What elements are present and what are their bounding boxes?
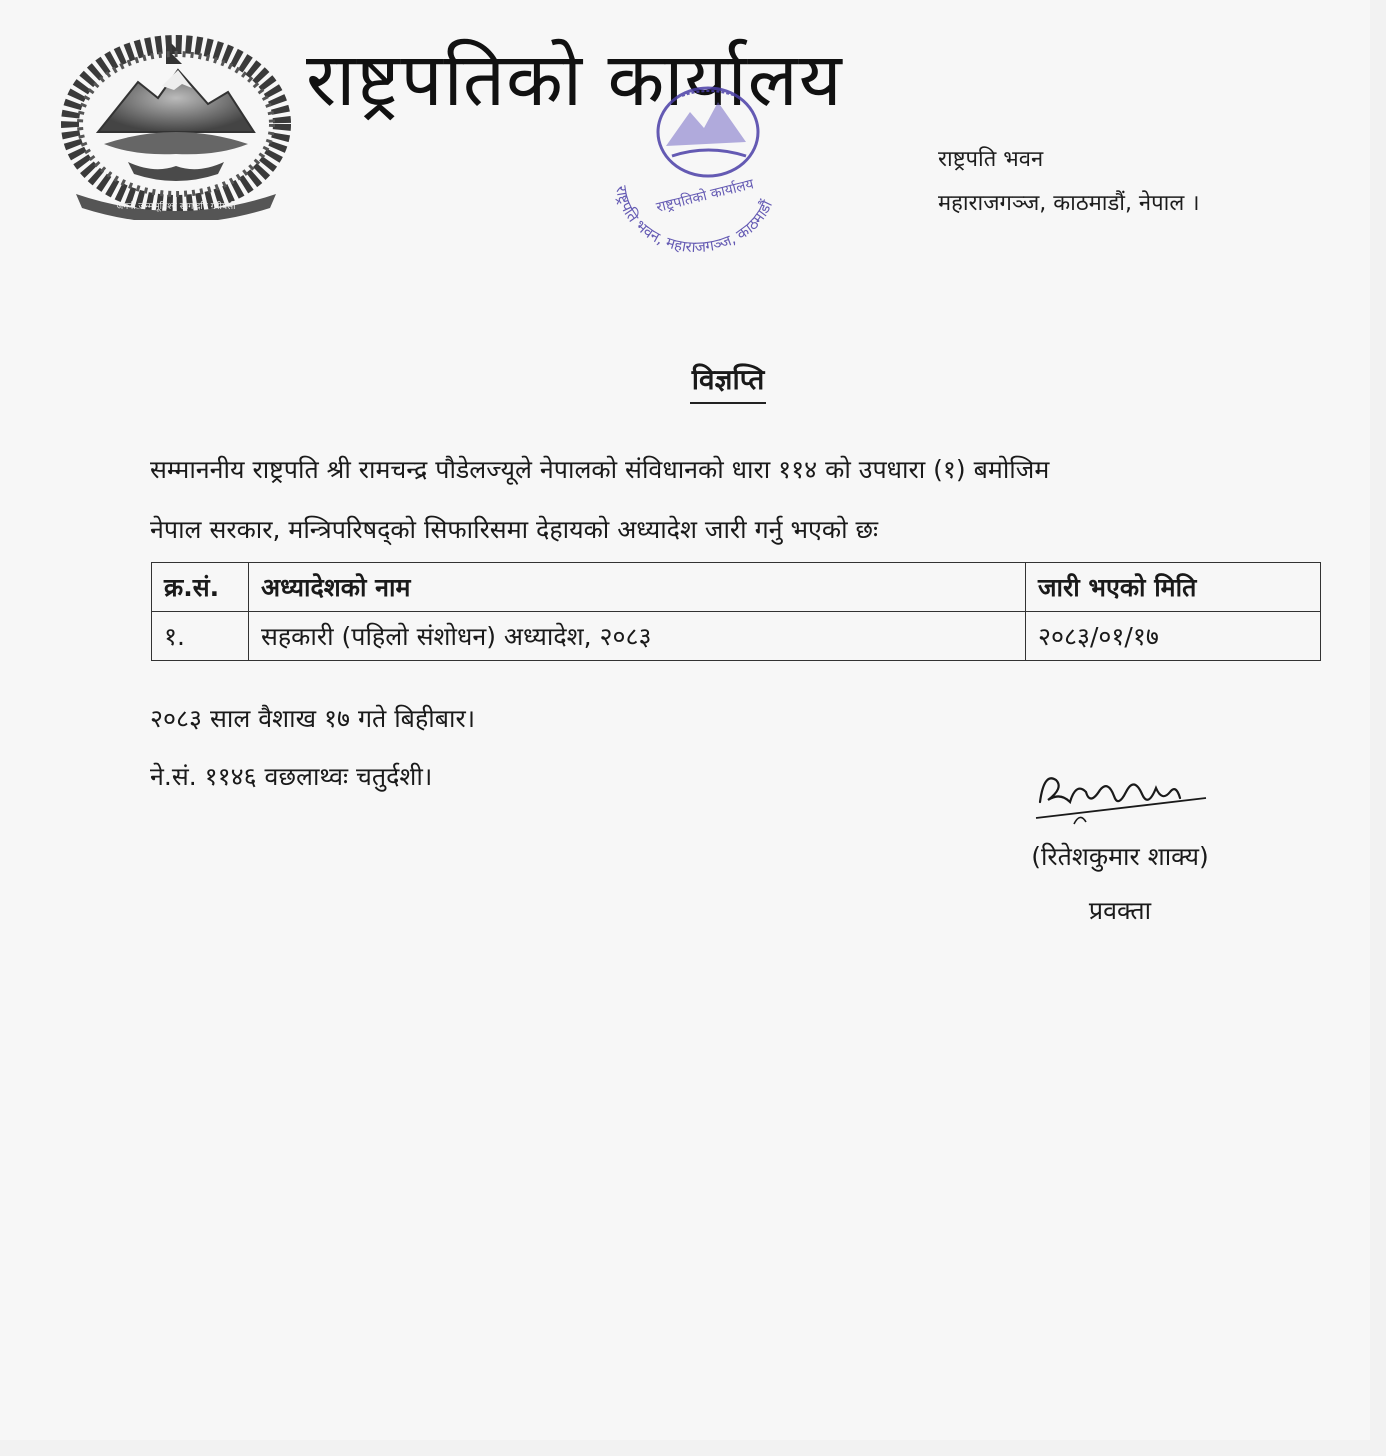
notice-line-2: नेपाल सरकार, मन्त्रिपरिषद्को सिफारिसमा देहायको अध्यादेश जारी गर्नु भएको छः bbox=[150, 515, 879, 544]
table-header-row bbox=[152, 563, 1321, 612]
nepal-emblem-icon bbox=[58, 24, 294, 220]
table-row bbox=[152, 612, 1321, 661]
row-issue-date: २०८३/०१/१७ bbox=[1026, 612, 1321, 661]
notice-line-1: सम्माननीय राष्ट्रपति श्री रामचन्द्र पौडेलज्यूले नेपालको संविधानको धारा ११४ को उपधारा (१) बमोजिम bbox=[150, 455, 1050, 484]
bs-date: २०८३ साल वैशाख १७ गते बिहीबार। bbox=[150, 704, 476, 733]
office-title: राष्ट्रपतिको कार्यालय bbox=[306, 37, 843, 123]
office-stamp-icon bbox=[586, 72, 806, 262]
signatory-name: (रितेशकुमार शाक्य) bbox=[1031, 842, 1209, 871]
date-block bbox=[150, 690, 475, 806]
office-address bbox=[938, 138, 1200, 226]
header-serial: क्र.सं. bbox=[152, 563, 249, 612]
header-issue-date: जारी भएको मिति bbox=[1026, 563, 1321, 612]
row-ordinance-name: सहकारी (पहिलो संशोधन) अध्यादेश, २०८३ bbox=[249, 612, 1026, 661]
ordinance-table bbox=[151, 562, 1321, 661]
emblem-motto: जननी जन्मभूमिश्च स्वर्गादपि गरीयसी bbox=[116, 202, 236, 212]
notice-paragraph bbox=[150, 440, 1320, 560]
stamp-text: राष्ट्रपति भवन, महाराजगञ्ज, काठमाडौं bbox=[612, 184, 777, 257]
address-line-2: महाराजगञ्ज, काठमाडौं, नेपाल । bbox=[938, 191, 1200, 216]
row-serial: १. bbox=[152, 612, 249, 661]
notice-heading: विज्ञप्ति bbox=[690, 360, 767, 404]
stamp-text-top: राष्ट्रपतिको कार्यालय bbox=[654, 176, 756, 216]
signature-icon bbox=[1030, 762, 1210, 832]
ns-date: ने.सं. ११४६ वछलाथ्वः चतुर्दशी। bbox=[150, 762, 433, 791]
notice-heading-wrap bbox=[0, 360, 1386, 404]
address-line-1: राष्ट्रपति भवन bbox=[938, 147, 1044, 172]
header-ordinance-name: अध्यादेशको नाम bbox=[249, 563, 1026, 612]
signatory-title: प्रवक्ता bbox=[1088, 896, 1152, 925]
